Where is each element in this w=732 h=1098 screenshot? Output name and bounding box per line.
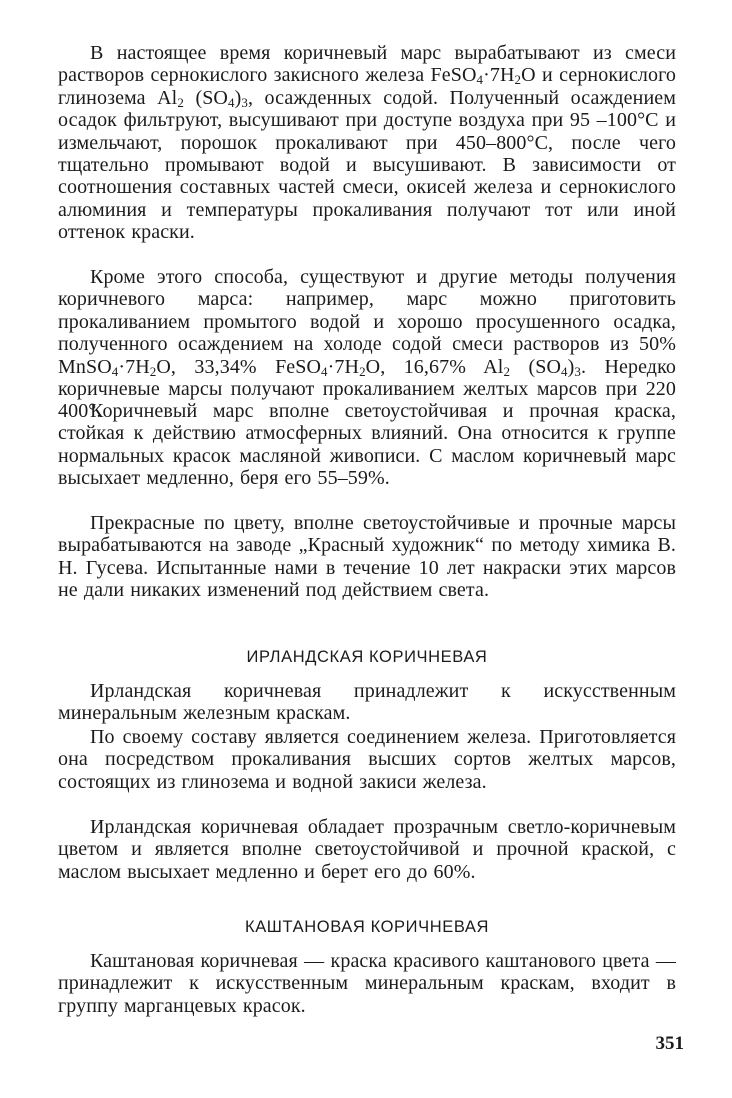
- paragraph-chestnut-brown: Каштановая коричневая — краска красивого каштанового цвета — принадлежит к искусственным минеральным краскам, входит в группу марганцевых красок.: [58, 950, 676, 1017]
- section-heading-chestnut-brown: КАШТАНОВАЯ КОРИЧНЕВАЯ: [244, 918, 489, 936]
- section-heading-irish-brown: ИРЛАНДСКАЯ КОРИЧНЕВАЯ: [246, 648, 488, 666]
- page-number: 351: [655, 1033, 684, 1054]
- paragraph-irish-brown-composition: По своему составу является соединением железа. Приготовляется она посредством прокаливания высших сортов желтых марсов, состоящих из глинозема и водной закиси железа.: [58, 726, 676, 793]
- paragraph-irish-brown-properties: Ирландская коричневая обладает прозрачным светло-коричневым цветом и является вполне светоустойчивой и прочной краской, с маслом высыхает медленно и берет его до 60%.: [58, 816, 676, 883]
- paragraph-irish-brown-class: Ирландская коричневая принадлежит к искусственным минеральным железным краскам.: [58, 680, 676, 725]
- text-column: [58, 42, 676, 1018]
- paragraph-krasny-khudozhnik: Прекрасные по цвету, вполне светоустойчивые и прочные марсы вырабатываются на заводе „Красный художник“ по методу химика В. Н. Гусева. Испытанные нами в течение 10 лет накраски этих марсов не дали никаких изменений под действием света.: [58, 512, 676, 602]
- paragraph-light-fastness: Коричневый марс вполне светоустойчивая и прочная краска, стойкая к действию атмосферных влияний. Она относится к группе нормальных красок масляной живописи. С маслом коричневый марс высыхает медленно, беря его 55–59%.: [58, 400, 676, 490]
- paragraph-brown-mars-production: В настоящее время коричневый марс вырабатывают из смеси растворов сернокислого закисного железа $FeSO_4\cdot 7H_2O$ и сернокислого глинозема $Al_2$ $(SO_4)_3$, осажденных содой. Полученный осаждением осадок фильтруют, высушивают при доступе воздуха при 95 –100°C и измельчают, порошок прокаливают при 450–800°C, после чего тщательно промывают водой и высушивают. В зависимости от соотношения составных частей смеси, окисей железа и сернокислого алюминия и температуры прокаливания получают тот или иной оттенок краски.: [58, 42, 677, 244]
- paragraph-other-methods: Кроме этого способа, существуют и другие методы получения коричневого марса: например, марс можно приготовить прокаливанием промытого водой и хорошо просушенного осадка, полученного осаждением на холоде содой смеси растворов из 50% $MnSO_4\cdot 7H_2O$, 33,34% $FeSO_4\cdot 7H_2O$, 16,67% $Al_2$ $(SO_4)_3$. Нередко коричневые марсы получают прокаливанием желтых марсов при 220 400°.: [58, 266, 676, 423]
